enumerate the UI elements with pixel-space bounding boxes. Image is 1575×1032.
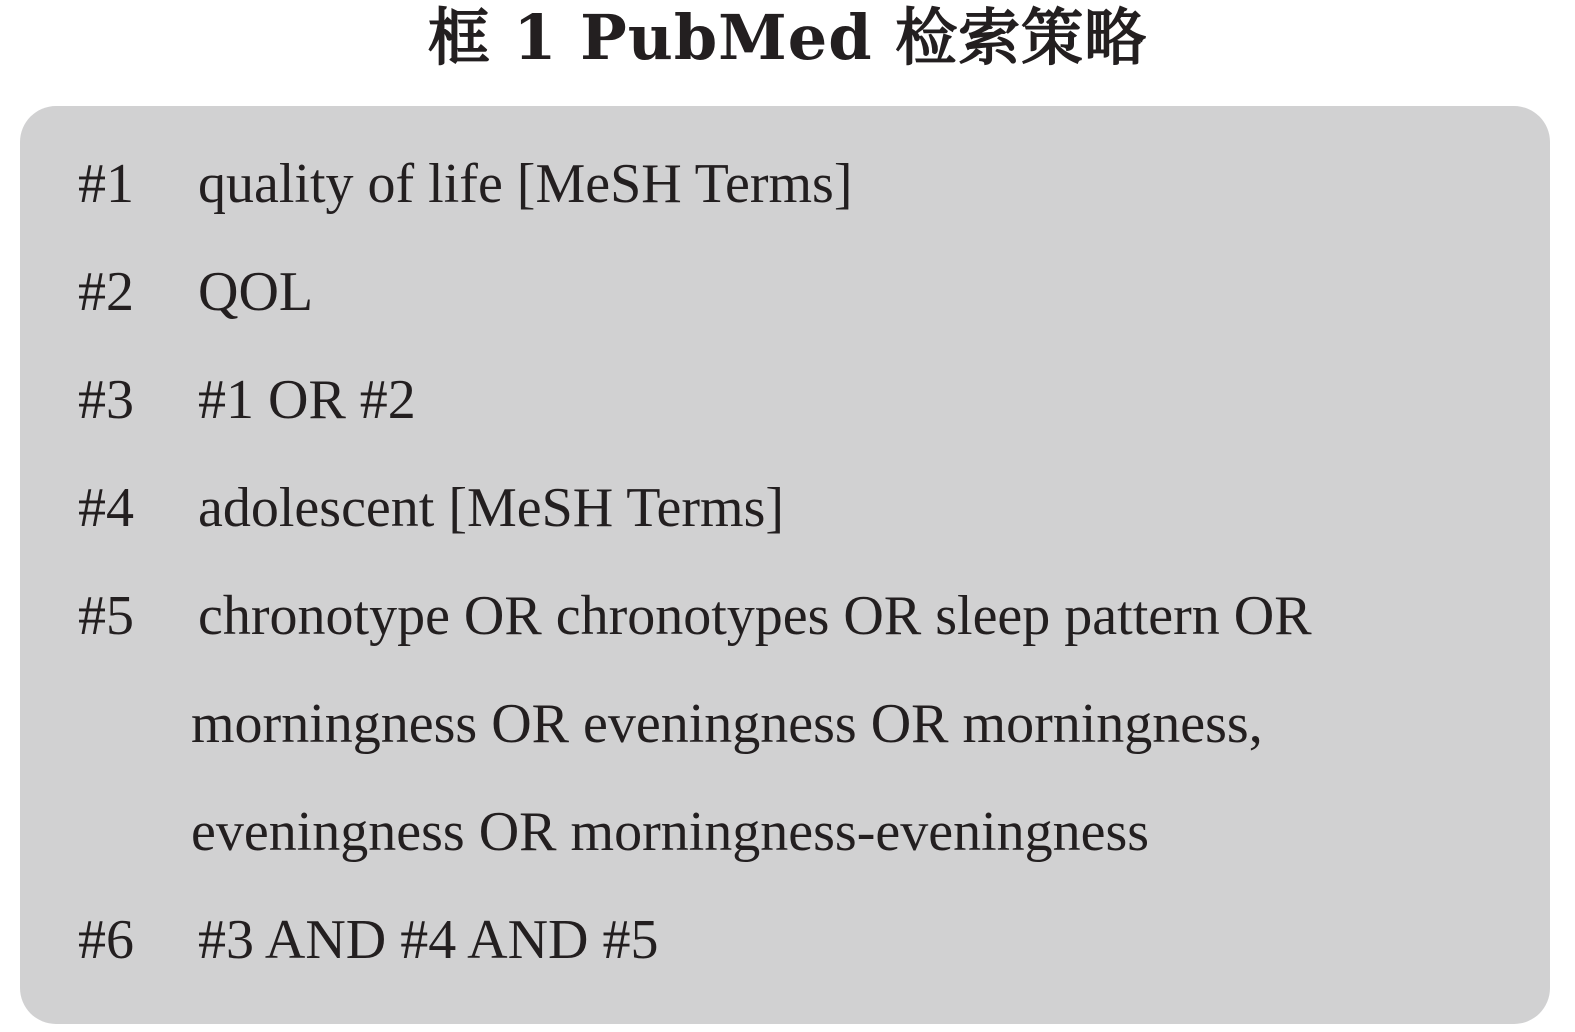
row-query-line-2: morningness OR eveningness OR morningness, (191, 693, 1263, 755)
row-number: #6 (78, 909, 134, 971)
search-strategy-panel (20, 106, 1550, 1024)
row-query: quality of life [MeSH Terms] (198, 153, 853, 215)
strategy-row-5 (20, 562, 1550, 670)
row-query: QOL (198, 261, 314, 323)
strategy-row-2 (20, 238, 1550, 346)
row-query: adolescent [MeSH Terms] (198, 477, 785, 539)
row-number: #1 (78, 153, 134, 215)
row-query: #3 AND #4 AND #5 (198, 909, 659, 971)
strategy-row-5-continuation (20, 778, 1550, 886)
strategy-row-5-continuation (20, 670, 1550, 778)
row-number: #4 (78, 477, 134, 539)
strategy-row-1 (20, 130, 1550, 238)
row-query-line-1: chronotype OR chronotypes OR sleep pattern OR (198, 585, 1312, 647)
row-query-line-3: eveningness OR morningness-eveningness (191, 801, 1150, 863)
box-title: 框 1 PubMed 检索策略 (427, 1, 1148, 74)
row-query: #1 OR #2 (198, 369, 416, 431)
strategy-row-4 (20, 454, 1550, 562)
row-number: #5 (78, 585, 134, 647)
row-number: #2 (78, 261, 134, 323)
strategy-row-3 (20, 346, 1550, 454)
strategy-row-6 (20, 886, 1550, 994)
row-number: #3 (78, 369, 134, 431)
